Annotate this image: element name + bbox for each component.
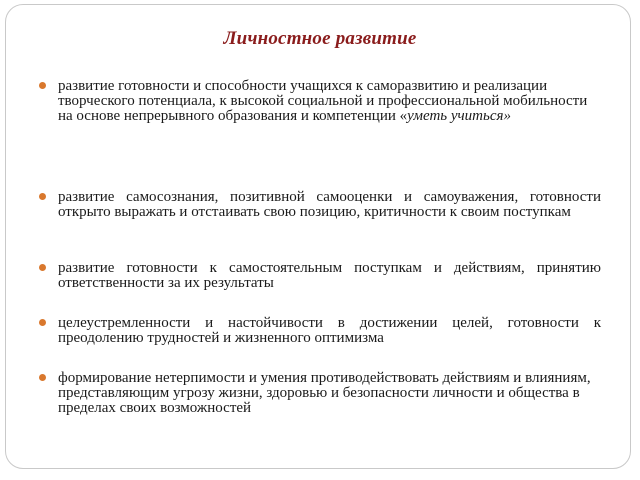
bullet-text: развитие готовности к самостоятельным поступкам и действиям, принятию ответственности за их результаты [58, 260, 601, 291]
bullet-item [58, 371, 601, 416]
bullet-item [58, 261, 601, 291]
bullet-item [58, 190, 601, 220]
bullet-icon [39, 82, 46, 89]
bullet-icon [39, 374, 46, 381]
bullet-text-closing: » [503, 108, 511, 124]
slide-title: Личностное развитие [223, 28, 417, 49]
bullet-icon [39, 319, 46, 326]
bullet-text: развитие самосознания, позитивной самооценки и самоуважения, готовности открыто выражать и отстаивать свою позицию, критичности к своим поступкам [58, 189, 601, 220]
bullet-emphasis: уметь учиться [407, 108, 504, 124]
bullet-item [58, 316, 601, 346]
bullet-text: целеустремленности и настойчивости в достижении целей, готовности к преодолению трудностей и жизненного оптимизма [58, 315, 601, 346]
bullet-item [58, 79, 601, 124]
bullet-text: развитие готовности и способности учащихся к саморазвитию и реализации творческого потенциала, к высокой социальной и профессиональной мобильности на основе непрерывного образования и компетенции « [58, 78, 588, 124]
bullet-text: формирование нетерпимости и умения противодействовать действиям и влияниям, представляющим угрозу жизни, здоровью и безопасности личности и общества в пределах своих возможностей [58, 370, 591, 416]
bullet-icon [39, 193, 46, 200]
bullet-icon [39, 264, 46, 271]
